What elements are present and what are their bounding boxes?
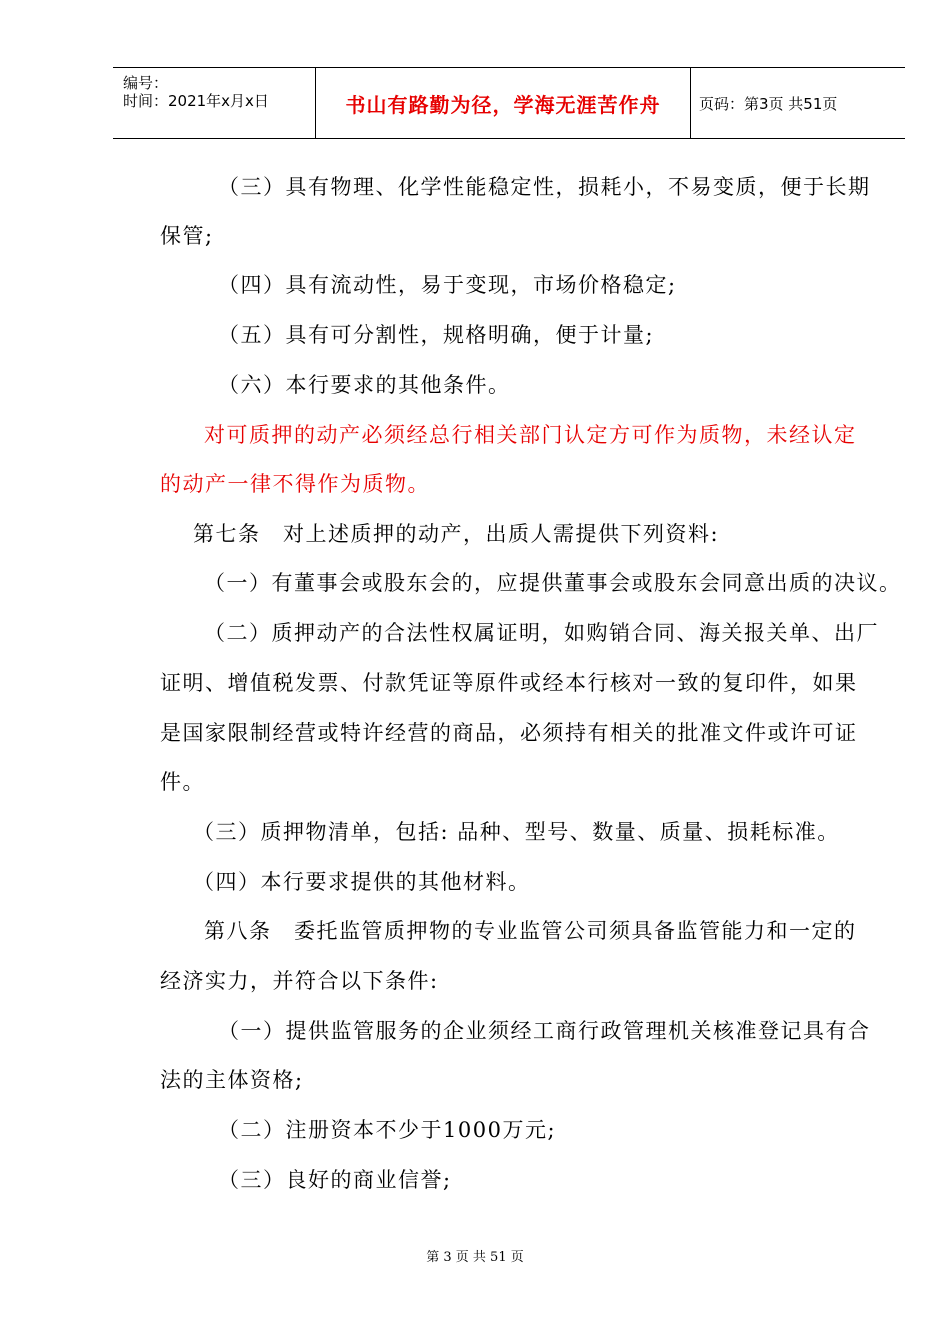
body-line: （二）质押动产的合法性权属证明，如购销合同、海关报关单、出厂 <box>204 621 879 645</box>
body-line: 件。 <box>160 770 205 794</box>
header-meta <box>113 68 315 138</box>
body-line: （四）本行要求提供的其他材料。 <box>193 870 531 894</box>
header-page-info-cell <box>691 68 913 138</box>
body-line: （一）提供监管服务的企业须经工商行政管理机关核准登记具有合 <box>218 1019 871 1043</box>
body-line: 法的主体资格; <box>160 1068 304 1092</box>
body-line: （五）具有可分割性，规格明确，便于计量; <box>218 323 655 347</box>
body-line: 经济实力，并符合以下条件: <box>160 969 439 993</box>
body-line: （三）良好的商业信誉; <box>218 1168 452 1192</box>
highlighted-line: 对可质押的动产必须经总行相关部门认定方可作为质物，未经认定 <box>204 423 857 447</box>
header-motto-cell <box>315 68 691 138</box>
article-heading-line: 第八条 委托监管质押物的专业监管公司须具备监管能力和一定的 <box>204 919 857 943</box>
body-line: 证明、增值税发票、付款凭证等原件或经本行核对一致的复印件，如果 <box>160 671 858 695</box>
body-line: （六）本行要求的其他条件。 <box>218 373 511 397</box>
header-page-info: 页码：第3页 共51页 <box>699 94 838 113</box>
document-time: 时间：2021年x月x日 <box>123 92 269 110</box>
header-motto: 书山有路勤为径，学海无涯苦作舟 <box>345 92 661 117</box>
body-line: （一）有董事会或股东会的，应提供董事会或股东会同意出质的决议。 <box>204 571 902 595</box>
body-line: 保管; <box>160 224 214 248</box>
body-line: （三）质押物清单，包括: 品种、型号、数量、质量、损耗标准。 <box>193 820 840 844</box>
page-footer: 第 3 页 共 51 页 <box>426 1250 524 1265</box>
body-line: （三）具有物理、化学性能稳定性，损耗小，不易变质，便于长期 <box>218 175 871 199</box>
document-header <box>113 67 905 139</box>
document-number-label: 编号： <box>123 74 169 92</box>
article-heading-line: 第七条 对上述质押的动产，出质人需提供下列资料: <box>193 522 720 546</box>
highlighted-line: 的动产一律不得作为质物。 <box>160 472 430 496</box>
body-line: （四）具有流动性，易于变现，市场价格稳定; <box>218 273 677 297</box>
body-line: 是国家限制经营或特许经营的商品，必须持有相关的批准文件或许可证 <box>160 721 858 745</box>
body-line: （二）注册资本不少于1000万元; <box>218 1118 557 1142</box>
